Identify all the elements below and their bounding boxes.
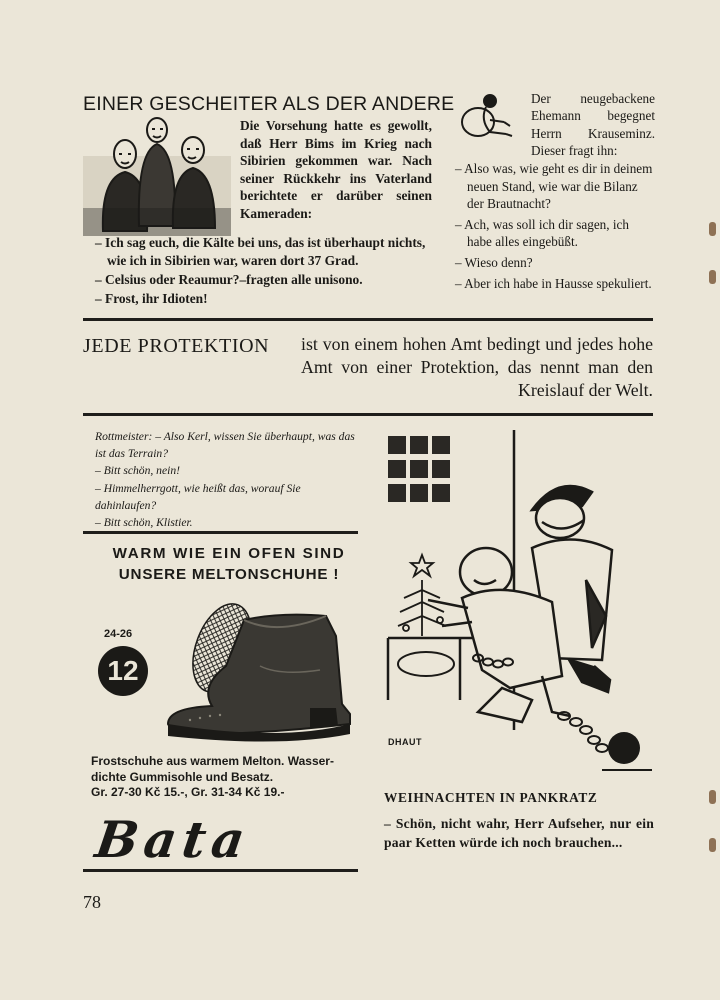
joke1-title: EINER GESCHEITER ALS DER ANDERE bbox=[83, 93, 455, 115]
ad-desc-line: Gr. 27-30 Kč 15.-, Gr. 31-34 Kč 19.- bbox=[91, 785, 285, 799]
iron-ball bbox=[608, 732, 640, 764]
joke3-line: – Bitt schön, nein! bbox=[95, 464, 181, 478]
ad-desc-line: dichte Gummisohle und Besatz. bbox=[91, 769, 274, 784]
ad-headline-line1: WARM WIE EIN OFEN SIND bbox=[112, 545, 346, 562]
joke1-line: – Ich sag euch, die Kälte bei uns, das ist überhaupt nichts, wie ich in Sibirien war, waren dort 37 Grad. bbox=[95, 235, 426, 268]
horizontal-rule bbox=[83, 413, 653, 416]
joke1-line: – Celsius oder Reaumur?–fragten alle unisono. bbox=[95, 272, 363, 287]
bata-logo: Bata bbox=[91, 810, 255, 869]
joke2-line: – Also was, wie geht es dir in deinem neuen Stand, wie war die Bilanz der Brautnacht? bbox=[455, 161, 653, 212]
protektion-text: ist von einem hohen Amt bedingt und jedes hohe Amt von einer Protektion, das nennt man den Kreislauf der Welt. bbox=[301, 334, 653, 400]
ad-desc-line: Frostschuhe aus warmem Melton. Wasser- bbox=[91, 754, 334, 768]
ad-headline-line2: UNSERE MELTONSCHUHE ! bbox=[118, 566, 340, 583]
christmas-tree bbox=[398, 555, 446, 636]
ad-price-badge bbox=[98, 646, 148, 696]
binding-mark bbox=[709, 270, 716, 284]
joke2-intro: Der neugebackene Ehemann begegnet Herrn Krauseminz. Dieser fragt ihn: bbox=[531, 91, 655, 159]
joke3 bbox=[83, 428, 359, 531]
ad-bottom-rule bbox=[83, 869, 358, 872]
ad-price: 12 bbox=[107, 655, 139, 686]
binding-mark bbox=[709, 838, 716, 852]
christmas-prison-cartoon bbox=[382, 430, 654, 775]
protektion-heading: JEDE PROTEKTION bbox=[83, 335, 270, 357]
ad-size-range: 24-26 bbox=[104, 628, 133, 640]
ad-description bbox=[91, 754, 334, 801]
three-men-illustration bbox=[83, 116, 231, 236]
horizontal-rule bbox=[83, 318, 653, 321]
joke3-line: Rottmeister: – Also Kerl, wissen Sie überhaupt, was das ist das Terrain? bbox=[95, 430, 355, 461]
joke1-intro: Die Vorsehung hatte es gewollt, daß Herr Bims im Krieg nach Sibirien gekommen war. Nach seiner Rückkehr ins Vaterland berichtete er darüber seinen Kameraden: bbox=[240, 118, 432, 221]
page-number: 78 bbox=[83, 892, 101, 912]
joke2-line: – Ach, was soll ich dir sagen, ich habe alles eingebüßt. bbox=[455, 216, 629, 250]
joke2-line: – Aber ich habe in Hausse spekuliert. bbox=[455, 275, 652, 291]
boot-illustration bbox=[160, 596, 360, 748]
binding-mark bbox=[709, 790, 716, 804]
joke1-line: – Frost, ihr Idioten! bbox=[95, 291, 208, 306]
ad-headline bbox=[83, 543, 375, 585]
joke3-line: – Bitt schön, Klistier. bbox=[95, 516, 193, 530]
cartoon-caption: – Schön, nicht wahr, Herr Aufseher, nur ein paar Ketten würde ich noch brauchen... bbox=[384, 816, 654, 850]
cartoon-title: WEIHNACHTEN IN PANKRATZ bbox=[384, 790, 598, 805]
cartoon-signature: DHAUT bbox=[388, 737, 422, 747]
ad-top-rule bbox=[83, 531, 358, 534]
joke2-intro-wrap bbox=[455, 90, 655, 160]
joke2-line: – Wieso denn? bbox=[455, 254, 533, 270]
joke2-lines bbox=[455, 160, 655, 292]
binding-mark bbox=[709, 222, 716, 236]
barred-window bbox=[388, 436, 450, 502]
joke3-line: – Himmelherrgott, wie heißt das, worauf Sie dahinlaufen? bbox=[95, 481, 301, 512]
